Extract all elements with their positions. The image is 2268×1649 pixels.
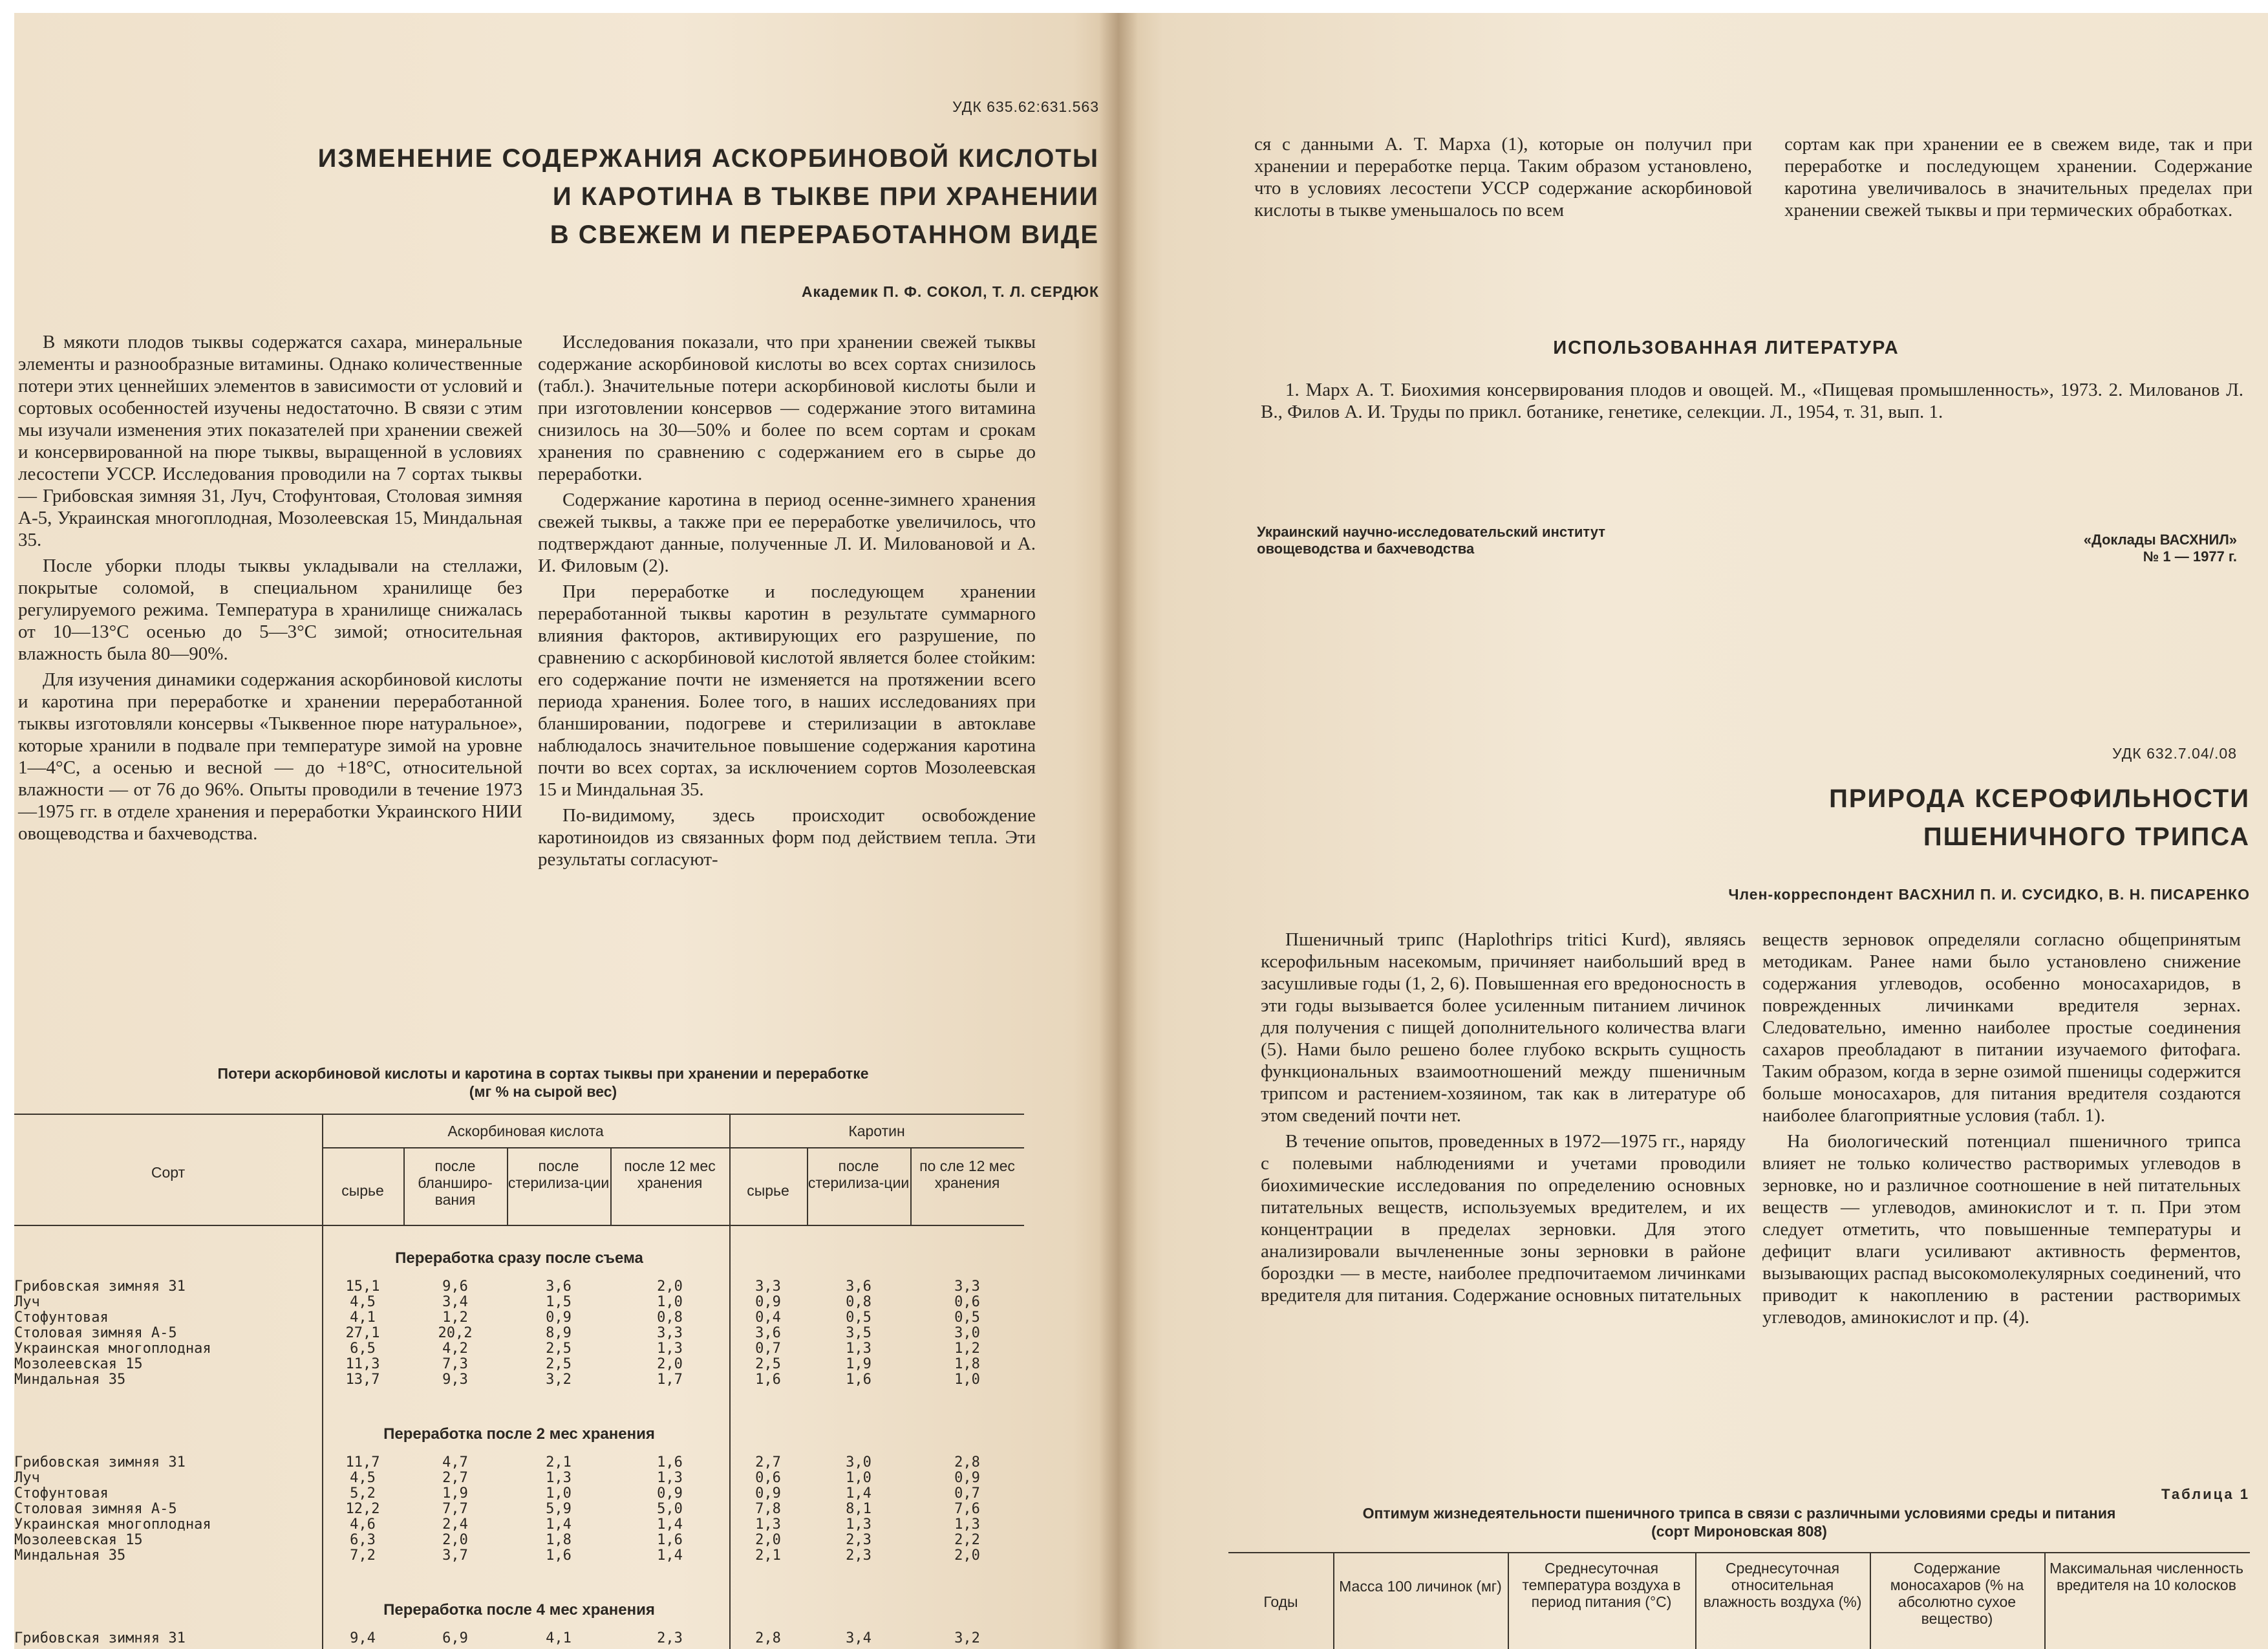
table2-header: Максимальная численность вредителя на 10 колосков [2049, 1560, 2243, 1593]
references-list: 1. Марх А. Т. Биохимия консервирования плодов и овощей. М., «Пищевая промышленность», 1973. 2. Милованов Л. В., Филов А. И. Труды по прикл. ботанике, генетике, селекции. Л., 1954, т. 31, вып. 1. [1261, 380, 2243, 422]
udk-code-2: УДК 632.7.04/.08 [2112, 745, 2237, 762]
affiliation-line: Украинский научно-исследовательский институт [1257, 524, 1605, 540]
table-cell: 3,4 [846, 1631, 872, 1646]
table-group-title: Переработка после 2 мес хранения [383, 1425, 655, 1443]
table-col-values [322, 1455, 403, 1564]
paragraph: В мякоти плодов тыквы содержатся сахара, минеральные элементы и разнообразные витамины. Однако количественные потери этих ценнейших элементов в зависимости от условий и сортовых особенностей изучены недостаточно. В связи с этим мы изучали изменения этих показателей при хранении свежей и консервированной на пюре тыквы, выращенной в условиях лесостепи УССР. Исследования проводили на 7 сортах тыквы — Грибовская зимняя 31, Луч, Стофунтовая, Столовая зимняя А-5, Украинская многоплодная, Мозолеевская 15, Миндальная 35. [18, 332, 522, 550]
table-cell: 3,3 [954, 1278, 980, 1295]
table-row-name: Луч [14, 1470, 40, 1486]
table-cell: 1,4 [657, 1516, 683, 1533]
table-cell: 4,1 [350, 1310, 376, 1326]
table-cell: 3,3 [657, 1325, 683, 1341]
table-cell: 7,8 [755, 1501, 781, 1517]
table-cell: 8,1 [846, 1501, 872, 1517]
table-header-col: сырье [747, 1182, 789, 1199]
table-cell: 0,9 [755, 1485, 781, 1502]
affiliation-line: овощеводства и бахчеводства [1257, 541, 1475, 557]
left-column-1 [18, 331, 522, 848]
paragraph: В течение опытов, проведенных в 1972—1975 гг., наряду с полевыми наблюдениями и учетами проводили биохимические исследования по определению основных питательных веществ, используемых вредителем, и их концентрации в пределах зерновки. Для этого анализировали вычлененные зоны зерновки в районе бороздки — в месте, наиболее предпочитаемом личинками вредителя для питания. Содержание основных питательных [1261, 1131, 1746, 1306]
table-cell: 3,2 [546, 1372, 572, 1388]
table-col-values [507, 1455, 610, 1564]
table2-header: Среднесуточная температура воздуха в период питания (°С) [1522, 1560, 1681, 1610]
table-cell: 1,0 [546, 1485, 572, 1502]
table-cell: 11,7 [345, 1454, 380, 1471]
table-col-values [403, 1455, 507, 1564]
table-row-name: Грибовская зимняя 31 [14, 1454, 186, 1471]
table-row-name: Стофунтовая [14, 1485, 109, 1502]
article-title-line: ПРИРОДА КСЕРОФИЛЬНОСТИ [1829, 784, 2250, 813]
article-authors-2: Член-корреспондент ВАСХНИЛ П. И. СУСИДКО, В. Н. ПИСАРЕНКО [1728, 886, 2250, 903]
journal-line: «Доклады ВАСХНИЛ» [2083, 532, 2237, 548]
table-cell: 1,7 [657, 1372, 683, 1388]
table-cell: 13,7 [345, 1372, 380, 1388]
table-cell: 1,3 [657, 1470, 683, 1486]
table-cell: 2,8 [954, 1454, 980, 1471]
table-rule [14, 1114, 1024, 1115]
table2-header: Годы [1263, 1593, 1298, 1610]
table-header-col: после бланширо-вания [418, 1158, 493, 1208]
continuation-column-1 [1254, 133, 1752, 225]
table-cell: 2,0 [657, 1278, 683, 1295]
table2-header: Среднесуточная относительная влажность воздуха (%) [1703, 1560, 1862, 1610]
table-row-name: Миндальная 35 [14, 1372, 126, 1388]
journal-reference [1875, 532, 2237, 565]
table-cell: 4,6 [350, 1516, 376, 1533]
table-cell: 0,8 [846, 1294, 872, 1310]
table-row-name: Столовая зимняя А-5 [14, 1501, 177, 1517]
table-cell: 7,3 [442, 1356, 468, 1372]
table-row-names [14, 1279, 318, 1388]
table-cell: 2,0 [657, 1356, 683, 1372]
table-cell: 3,7 [442, 1547, 468, 1564]
table-group-body [14, 1631, 1024, 1649]
table-cell: 3,6 [755, 1325, 781, 1341]
table-cell: 6,5 [350, 1341, 376, 1357]
table-cell: 0,5 [954, 1310, 980, 1326]
table-cell: 1,9 [442, 1485, 468, 1502]
table-cell: 3,6 [846, 1278, 872, 1295]
table-cell: 20,2 [438, 1325, 473, 1341]
table-caption-line: Оптимум жизнедеятельности пшеничного трипса в связи с различными условиями среды и питания [1362, 1505, 2116, 1522]
paragraph: Исследования показали, что при хранении свежей тыквы содержание аскорбиновой кислоты во всех сортах снизилось (табл.). Значительные потери аскорбиновой кислоты были и при изготовлении консервов — содержание этого витамина снизилось на 30—50% и более по всем сортам и срокам хранения по сравнению с содержанием его в сырье до переработки. [538, 332, 1036, 484]
table-header-carotene: Каротин [848, 1123, 905, 1139]
table-rule [1228, 1552, 2250, 1553]
table-row-name: Украинская многоплодная [14, 1341, 211, 1357]
table-cell: 7,2 [350, 1547, 376, 1564]
table-cell: 3,0 [954, 1325, 980, 1341]
table-row-name: Мозолеевская 15 [14, 1356, 143, 1372]
table-cell: 0,9 [546, 1310, 572, 1326]
references-title: ИСПОЛЬЗОВАННАЯ ЛИТЕРАТУРА [1553, 338, 1899, 358]
paragraph: ся с данными А. Т. Марха (1), которые он получил при хранении и переработке перца. Таким образом установлено, что в условиях лесостепи УССР содержание аскорбиновой кислоты в тыкве уменьшалось по всем [1254, 134, 1752, 221]
table-header-ascorbic: Аскорбиновая кислота [447, 1123, 604, 1139]
article-title-line: В СВЕЖЕМ И ПЕРЕРАБОТАННОМ ВИДЕ [550, 221, 1099, 249]
table-col-values [910, 1279, 1024, 1388]
table-cell: 1,8 [546, 1532, 572, 1548]
table-cell: 1,4 [846, 1485, 872, 1502]
table-cell: 1,4 [657, 1547, 683, 1564]
table-row-name: Грибовская зимняя 31 [14, 1631, 186, 1646]
table-row-name: Столовая зимняя А-5 [14, 1325, 177, 1341]
table-cell: 2,5 [755, 1356, 781, 1372]
table-cell: 6,3 [350, 1532, 376, 1548]
table-group-title: Переработка после 4 мес хранения [383, 1601, 655, 1619]
table-cell: 1,5 [546, 1294, 572, 1310]
table-cell: 8,9 [546, 1325, 572, 1341]
table-cell: 1,0 [954, 1372, 980, 1388]
table-row-name: Миндальная 35 [14, 1547, 126, 1564]
table-cell: 1,2 [442, 1310, 468, 1326]
table-cell: 4,5 [350, 1470, 376, 1486]
table-header-sort: Сорт [151, 1164, 186, 1181]
table-cell: 3,6 [546, 1278, 572, 1295]
article-title-2 [1552, 780, 2250, 856]
table-cell: 0,9 [954, 1470, 980, 1486]
table-cell: 3,2 [954, 1631, 980, 1646]
paragraph: веществ зерновок определяли согласно общепринятым методикам. Ранее нами было установлено снижение содержания углеводов, особенно моносахаридов, в поврежденных личинками вредителя зернах. Следовательно, именно наиболее простые соединения сахаров преобладают в питании изучаемого фитофага. Таким образом, когда в зерне озимой пшеницы содержится больше моносахаров, для питания вредителя создаются наиболее благоприятные условия (табл. 1). [1762, 929, 2241, 1126]
table-col-values [610, 1279, 729, 1388]
table-cell: 7,7 [442, 1501, 468, 1517]
book-gutter [1099, 13, 1138, 1649]
table-cell: 0,4 [755, 1310, 781, 1326]
journal-line: № 1 — 1977 г. [2143, 548, 2237, 565]
table-col-values [807, 1279, 910, 1388]
table-cell: 4,7 [442, 1454, 468, 1471]
table-row-names [14, 1455, 318, 1564]
table-cell: 2,5 [546, 1341, 572, 1357]
table-cell: 0,6 [954, 1294, 980, 1310]
table-rule [322, 1147, 1024, 1148]
table-row-name: Луч [14, 1294, 40, 1310]
continuation-column-2 [1784, 133, 2252, 225]
table-cell: 1,6 [657, 1454, 683, 1471]
table-cell: 9,3 [442, 1372, 468, 1388]
table-cell: 1,9 [846, 1356, 872, 1372]
table-cell: 0,9 [755, 1294, 781, 1310]
article-title-line: ИЗМЕНЕНИЕ СОДЕРЖАНИЯ АСКОРБИНОВОЙ КИСЛОТЫ [317, 144, 1099, 173]
article2-column-2 [1762, 929, 2241, 1332]
table-cell: 1,6 [846, 1372, 872, 1388]
table-caption-line: Потери аскорбиновой кислоты и каротина в сортах тыквы при хранении и переработке [217, 1065, 869, 1082]
paragraph: После уборки плоды тыквы укладывали на стеллажи, покрытые соломой, в специальном хранилище без регулируемого режима. Температура в хранилище снижалась от 10—13°С осенью до 5—3°С зимой; относительная влажность была 80—90%. [18, 555, 522, 664]
table-cell: 4,5 [350, 1294, 376, 1310]
table-cell: 2,2 [954, 1532, 980, 1548]
table2-caption [1228, 1504, 2250, 1540]
table-cell: 1,6 [546, 1547, 572, 1564]
paragraph: При переработке и последующем хранении переработанной тыквы каротин в результате суммарного влияния факторов, активирующих его разрушение, по сравнению с аскорбиновой кислотой является более стойким: его содержание почти не изменяется на протяжении всего периода хранения. Более того, в наших исследованиях при бланшировании, подогреве и стерилизации в автоклаве наблюдалось значительное повышение содержания каротина почти во всех сортах, за исключением сортов Мозолеевская 15 и Миндальная 35. [538, 581, 1036, 800]
table-rule [1695, 1552, 1696, 1649]
table-rule [14, 1225, 1024, 1226]
table-cell: 1,3 [657, 1341, 683, 1357]
table-cell: 1,0 [657, 1294, 683, 1310]
paragraph: Содержание каротина в период осенне-зимнего хранения свежей тыквы, а также при ее переработке увеличилось, что подтверждают данные, полученные Л. И. Миловановой и А. И. Филовым (2). [538, 490, 1036, 576]
table-rule [2044, 1552, 2046, 1649]
paragraph: Для изучения динамики содержания аскорбиновой кислоты и каротина при переработке и хранении переработанной тыквы изготовляли консервы «Тыквенное пюре натуральное», которые хранили в подвале при температуре зимой на уровне 1—4°С, а осенью и весной — до +18°С, относительной влажности — от 76 до 96%. Опыты проводили в течение 1973—1975 гг. в отделе хранения и переработки Украинского НИИ овощеводства и бахчеводства. [18, 669, 522, 844]
table-cell: 3,5 [846, 1325, 872, 1341]
table-cell: 5,2 [350, 1485, 376, 1502]
table-col-values [729, 1455, 807, 1564]
table-col-values [507, 1279, 610, 1388]
table-cell: 1,3 [846, 1341, 872, 1357]
table-cell: 7,6 [954, 1501, 980, 1517]
table-cell: 2,3 [657, 1631, 683, 1646]
table-group-title: Переработка сразу после съема [395, 1249, 643, 1267]
table-rule [1333, 1552, 1334, 1649]
table-col-values [729, 1279, 807, 1388]
table-cell: 4,2 [442, 1341, 468, 1357]
table2-label: Таблица 1 [2161, 1486, 2250, 1502]
table-cell: 3,0 [846, 1454, 872, 1471]
table-cell: 1,3 [954, 1516, 980, 1533]
table-caption-line: (сорт Мироновская 808) [1651, 1523, 1827, 1540]
table-cell: 2,8 [755, 1631, 781, 1646]
table-cell: 1,8 [954, 1356, 980, 1372]
table-caption-line: (мг % на сырой вес) [469, 1083, 617, 1100]
table-cell: 2,5 [546, 1356, 572, 1372]
table-cell: 2,1 [546, 1454, 572, 1471]
table-cell: 1,3 [846, 1516, 872, 1533]
table-cell: 3,3 [755, 1278, 781, 1295]
table-row-name: Мозолеевская 15 [14, 1532, 143, 1548]
left-column-2 [538, 331, 1036, 874]
table-cell: 9,4 [350, 1631, 376, 1646]
table-row-name: Грибовская зимняя 31 [14, 1278, 186, 1295]
table-header-col: после 12 мес хранения [624, 1158, 716, 1191]
table-cell: 6,9 [442, 1631, 468, 1646]
table2-header: Содержание моносахаров (% на абсолютно сухое вещество) [1890, 1560, 2024, 1627]
table-col-values [807, 1455, 910, 1564]
table-rule [1870, 1552, 1871, 1649]
table-col-values [910, 1455, 1024, 1564]
table-cell: 2,1 [755, 1547, 781, 1564]
table-cell: 2,3 [846, 1532, 872, 1548]
table-cell: 5,9 [546, 1501, 572, 1517]
table-header-col: по сле 12 мес хранения [919, 1158, 1015, 1191]
table-cell: 0,9 [657, 1485, 683, 1502]
institution-affiliation [1257, 524, 1839, 557]
table-cell: 1,3 [755, 1516, 781, 1533]
table-cell: 2,4 [442, 1516, 468, 1533]
table-header-col: после стерилиза-ции [508, 1158, 610, 1191]
article-title [194, 140, 1099, 254]
table-header-col: сырье [341, 1182, 384, 1199]
paragraph: На биологический потенциал пшеничного трипса влияет не только количество растворимых углеводов в зерновке, но и различное соотношение в ней питательных веществ — углеводов, аминокислот и т. п. При этом следует отметить, что повышенные температуры и дефицит влаги усиливают активность ферментов, вызывающих распад высокомолекулярных соединений, что приводит к накоплению в растении растворимых углеводов, аминокислот и пр. (4). [1762, 1131, 2241, 1328]
table-row-name: Стофунтовая [14, 1310, 109, 1326]
table-col-values [403, 1279, 507, 1388]
table-cell: 2,3 [846, 1547, 872, 1564]
table-cell: 27,1 [345, 1325, 380, 1341]
table-cell: 12,2 [345, 1501, 380, 1517]
table-cell: 2,7 [442, 1470, 468, 1486]
table-col-values [322, 1279, 403, 1388]
article-title-line: И КАРОТИНА В ТЫКВЕ ПРИ ХРАНЕНИИ [552, 182, 1099, 211]
table-cell: 0,6 [755, 1470, 781, 1486]
table2-header: Масса 100 личинок (мг) [1339, 1578, 1502, 1595]
table-header-col: после стерилиза-ции [808, 1158, 910, 1191]
table-cell: 0,8 [657, 1310, 683, 1326]
table-cell: 15,1 [345, 1278, 380, 1295]
table-cell: 2,0 [755, 1532, 781, 1548]
udk-code: УДК 635.62:631.563 [952, 98, 1099, 115]
paragraph: сортам как при хранении ее в свежем виде, так и при переработке и последующем хранении. Содержание каротина увеличивалось в значительных пределах при хранении свежей тыквы и при термических обработках. [1784, 134, 2252, 221]
table-cell: 1,6 [657, 1532, 683, 1548]
table-cell: 0,7 [755, 1341, 781, 1357]
paragraph: По-видимому, здесь происходит освобождение каротиноидов из связанных форм под действием тепла. Эти результаты согласуют- [538, 805, 1036, 870]
table-caption [39, 1064, 1047, 1101]
table-col-values [610, 1455, 729, 1564]
table-cell: 11,3 [345, 1356, 380, 1372]
article2-column-1 [1261, 929, 1746, 1310]
table-cell: 2,0 [954, 1547, 980, 1564]
table-cell: 9,6 [442, 1278, 468, 1295]
table-cell: 1,6 [755, 1372, 781, 1388]
table-rule [1508, 1552, 1509, 1649]
table-cell: 0,7 [954, 1485, 980, 1502]
table-cell: 2,7 [755, 1454, 781, 1471]
table-cell: 5,0 [657, 1501, 683, 1517]
table-row-name: Украинская многоплодная [14, 1516, 211, 1533]
table-cell: 1,4 [546, 1516, 572, 1533]
table-cell: 1,2 [954, 1341, 980, 1357]
table-cell: 3,4 [442, 1294, 468, 1310]
article-authors: Академик П. Ф. СОКОЛ, Т. Л. СЕРДЮК [801, 283, 1099, 300]
table-cell: 1,0 [846, 1470, 872, 1486]
article-title-line: ПШЕНИЧНОГО ТРИПСА [1923, 823, 2250, 851]
table-cell: 2,0 [442, 1532, 468, 1548]
table-cell: 4,1 [546, 1631, 572, 1646]
paragraph: Пшеничный трипс (Haplothrips tritici Kurd), являясь ксерофильным насекомым, причиняет наибольший вред в засушливые годы (1, 2, 6). Повышенная его вредоносность в эти годы вызывается более усиленным питанием личинок для получения с пищей дополнительного количества влаги (5). Нами было решено более глубоко вскрыть сущность функциональных взаимоотношений между пшеничным трипсом и растением-хозяином, так как в литературе об этом сведений почти нет. [1261, 929, 1746, 1126]
table-cell: 0,5 [846, 1310, 872, 1326]
table-cell: 1,3 [546, 1470, 572, 1486]
